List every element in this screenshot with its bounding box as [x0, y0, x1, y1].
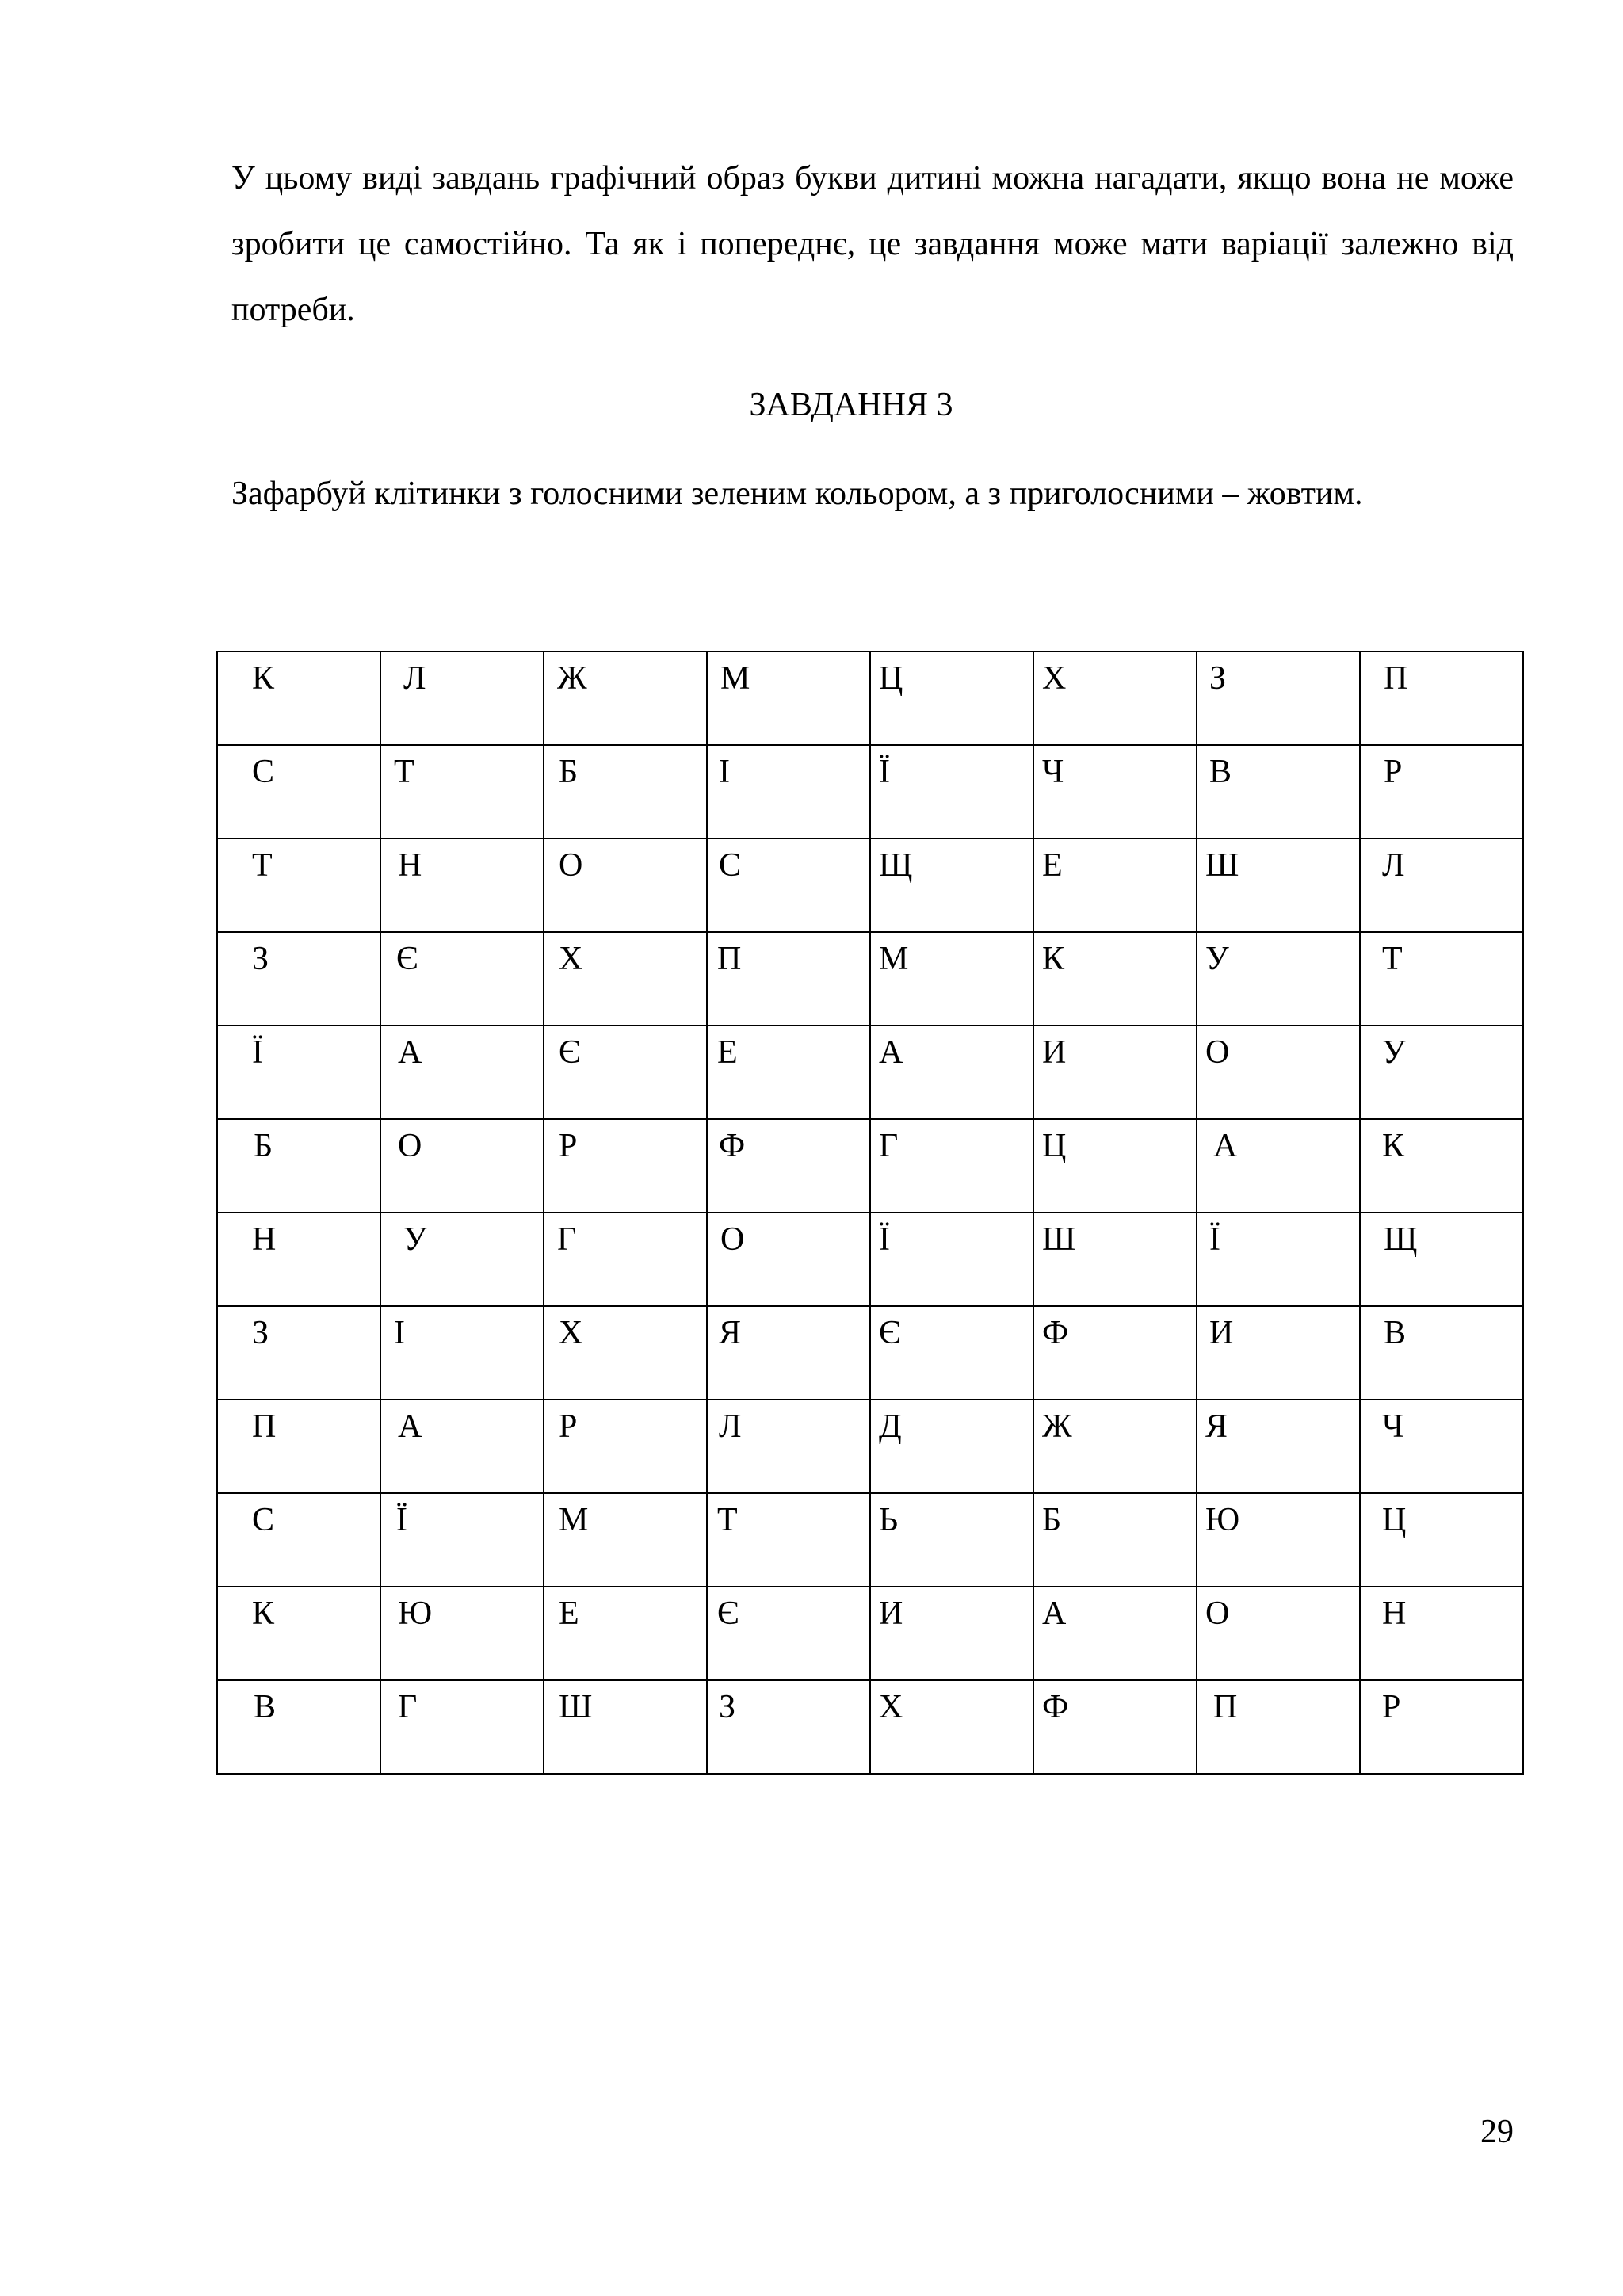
grid-cell [1360, 745, 1523, 839]
grid-cell [1360, 1026, 1523, 1119]
grid-cell [870, 1587, 1033, 1680]
grid-cell [217, 745, 380, 839]
grid-letter: Д [879, 1408, 902, 1445]
grid-cell [870, 1493, 1033, 1587]
grid-letter: Р [1382, 1689, 1401, 1725]
grid-letter: І [394, 1315, 405, 1351]
grid-letter: З [252, 941, 269, 977]
grid-letter: У [403, 1221, 427, 1258]
grid-cell [870, 839, 1033, 932]
grid-letter: О [398, 1128, 422, 1164]
page-number: 29 [1480, 2114, 1514, 2150]
grid-letter: У [1205, 941, 1229, 977]
grid-letter: Ж [1042, 1408, 1072, 1445]
grid-cell [1197, 651, 1360, 745]
grid-row [217, 1493, 1523, 1587]
grid-letter: П [1384, 660, 1408, 697]
grid-cell [1197, 1400, 1360, 1493]
grid-letter: Є [717, 1595, 739, 1632]
grid-cell [707, 1306, 870, 1400]
grid-letter: Б [1042, 1502, 1062, 1538]
grid-row [217, 1400, 1523, 1493]
grid-letter: Г [879, 1128, 899, 1164]
grid-cell [870, 1400, 1033, 1493]
grid-letter: Ф [719, 1128, 746, 1164]
grid-letter: П [1213, 1689, 1238, 1725]
grid-row [217, 1026, 1523, 1119]
grid-cell [217, 1400, 380, 1493]
grid-letter: О [720, 1221, 745, 1258]
grid-letter: Ь [879, 1502, 899, 1538]
grid-cell [380, 1587, 544, 1680]
grid-cell [1033, 1213, 1197, 1306]
grid-cell [870, 1680, 1033, 1774]
grid-cell [870, 1213, 1033, 1306]
grid-cell [544, 651, 707, 745]
grid-cell [1033, 1026, 1197, 1119]
grid-letter: Т [252, 847, 273, 884]
grid-cell [380, 932, 544, 1026]
grid-row [217, 745, 1523, 839]
grid-letter: Р [559, 1128, 578, 1164]
grid-letter: В [1209, 754, 1232, 790]
grid-cell [707, 1026, 870, 1119]
grid-cell [1197, 1587, 1360, 1680]
grid-cell [1033, 1400, 1197, 1493]
grid-letter: К [252, 660, 275, 697]
grid-cell [1360, 1213, 1523, 1306]
grid-letter: О [1205, 1595, 1230, 1632]
grid-row [217, 839, 1523, 932]
grid-letter: І [719, 754, 730, 790]
grid-cell [544, 745, 707, 839]
grid-cell [380, 1400, 544, 1493]
grid-cell [707, 1587, 870, 1680]
grid-letter: Г [557, 1221, 577, 1258]
grid-letter: Б [254, 1128, 273, 1164]
grid-row [217, 1306, 1523, 1400]
grid-letter: К [1382, 1128, 1405, 1164]
grid-row [217, 1680, 1523, 1774]
grid-letter: С [252, 754, 275, 790]
grid-letter: Ю [398, 1595, 433, 1632]
grid-cell [707, 1493, 870, 1587]
grid-cell [1197, 745, 1360, 839]
grid-letter: Е [559, 1595, 579, 1632]
grid-letter: Г [398, 1689, 418, 1725]
grid-letter: П [717, 941, 742, 977]
grid-letter: Ж [557, 660, 587, 697]
grid-letter: Х [1042, 660, 1067, 697]
grid-letter: Н [252, 1221, 277, 1258]
grid-letter: Є [396, 941, 418, 977]
grid-cell [1033, 1680, 1197, 1774]
grid-cell [1360, 1119, 1523, 1213]
grid-cell [217, 1587, 380, 1680]
grid-letter: А [398, 1034, 422, 1071]
grid-letter: Ї [1209, 1221, 1220, 1258]
grid-letter: Ц [1382, 1502, 1407, 1538]
grid-cell [870, 1306, 1033, 1400]
grid-letter: Ї [396, 1502, 407, 1538]
grid-letter: У [1382, 1034, 1406, 1071]
grid-letter: Ї [252, 1034, 263, 1071]
grid-letter: Ф [1042, 1315, 1069, 1351]
grid-cell [1360, 839, 1523, 932]
grid-letter: Є [559, 1034, 581, 1071]
grid-cell [1197, 839, 1360, 932]
grid-cell [380, 651, 544, 745]
grid-letter: Л [1382, 847, 1405, 884]
grid-cell [380, 1119, 544, 1213]
grid-letter: Ф [1042, 1689, 1069, 1725]
grid-cell [380, 745, 544, 839]
grid-letter: Ш [1042, 1221, 1076, 1258]
grid-letter: Б [559, 754, 579, 790]
grid-letter: Ш [1205, 847, 1239, 884]
grid-letter: Т [717, 1502, 738, 1538]
grid-letter: Ц [1042, 1128, 1067, 1164]
grid-cell [707, 1213, 870, 1306]
grid-letter: А [1042, 1595, 1067, 1632]
grid-letter: Ш [559, 1689, 593, 1725]
grid-letter: К [1042, 941, 1065, 977]
grid-cell [1360, 1587, 1523, 1680]
grid-cell [544, 1026, 707, 1119]
grid-cell [380, 839, 544, 932]
grid-row [217, 651, 1523, 745]
grid-letter: Е [717, 1034, 738, 1071]
grid-cell [707, 1400, 870, 1493]
grid-letter: Х [559, 941, 583, 977]
grid-cell [217, 1213, 380, 1306]
grid-letter: П [252, 1408, 277, 1445]
grid-letter: Х [879, 1689, 903, 1725]
grid-letter: Л [719, 1408, 742, 1445]
grid-letter: З [252, 1315, 269, 1351]
letter-grid [216, 651, 1524, 1775]
grid-cell [380, 1306, 544, 1400]
grid-row [217, 1213, 1523, 1306]
grid-cell [217, 651, 380, 745]
grid-cell [707, 839, 870, 932]
grid-letter: Я [719, 1315, 742, 1351]
grid-letter: Т [1382, 941, 1403, 977]
grid-cell [217, 932, 380, 1026]
grid-letter: Ю [1205, 1502, 1240, 1538]
grid-letter: Ц [879, 660, 903, 697]
grid-letter: М [559, 1502, 589, 1538]
grid-cell [217, 839, 380, 932]
grid-cell [870, 1119, 1033, 1213]
grid-letter: З [1209, 660, 1227, 697]
grid-letter: Я [1205, 1408, 1228, 1445]
grid-cell [870, 745, 1033, 839]
grid-cell [1033, 1587, 1197, 1680]
grid-cell [870, 1026, 1033, 1119]
grid-letter: Ї [879, 1221, 890, 1258]
grid-cell [707, 1119, 870, 1213]
grid-letter: Л [403, 660, 426, 697]
grid-cell [1033, 1119, 1197, 1213]
grid-cell [1360, 932, 1523, 1026]
grid-cell [707, 1680, 870, 1774]
grid-row [217, 932, 1523, 1026]
grid-cell [217, 1493, 380, 1587]
grid-cell [380, 1213, 544, 1306]
grid-letter: А [1213, 1128, 1238, 1164]
grid-cell [544, 1119, 707, 1213]
grid-cell [1197, 1493, 1360, 1587]
grid-cell [1197, 1680, 1360, 1774]
grid-letter: О [1205, 1034, 1230, 1071]
grid-cell [544, 1680, 707, 1774]
grid-letter: К [252, 1595, 275, 1632]
grid-letter: О [559, 847, 583, 884]
grid-letter: И [1042, 1034, 1067, 1071]
grid-cell [1197, 1119, 1360, 1213]
grid-letter: И [1209, 1315, 1234, 1351]
grid-letter: В [254, 1689, 277, 1725]
grid-letter: Т [394, 754, 414, 790]
grid-row [217, 1587, 1523, 1680]
grid-letter: Щ [1384, 1221, 1418, 1258]
grid-letter: Н [1382, 1595, 1407, 1632]
grid-cell [1033, 651, 1197, 745]
grid-cell [1033, 839, 1197, 932]
grid-cell [1197, 1026, 1360, 1119]
grid-row [217, 1119, 1523, 1213]
grid-cell [544, 839, 707, 932]
grid-letter: М [879, 941, 909, 977]
grid-cell [1197, 932, 1360, 1026]
grid-cell [707, 651, 870, 745]
grid-letter: Р [1384, 754, 1403, 790]
task-instruction: Зафарбуй клітинки з голосними зеленим кольором, а з приголосними – жовтим. [231, 476, 1363, 512]
grid-cell [707, 745, 870, 839]
grid-letter: И [879, 1595, 903, 1632]
grid-letter: А [398, 1408, 422, 1445]
grid-cell [870, 651, 1033, 745]
grid-letter: С [719, 847, 742, 884]
grid-letter: М [720, 660, 750, 697]
grid-cell [380, 1493, 544, 1587]
grid-cell [544, 1587, 707, 1680]
grid-letter: Е [1042, 847, 1063, 884]
grid-cell [217, 1306, 380, 1400]
grid-letter: В [1384, 1315, 1407, 1351]
grid-cell [1360, 1680, 1523, 1774]
grid-cell [544, 1306, 707, 1400]
grid-letter: З [719, 1689, 736, 1725]
grid-letter: А [879, 1034, 903, 1071]
grid-cell [544, 932, 707, 1026]
intro-paragraph: У цьому виді завдань графічний образ букви дитині можна нагадати, якщо вона не може зробити це самостійно. Та як і попереднє, це завдання може мати варіації залежно від потреби. [231, 160, 1514, 328]
grid-letter: Ч [1042, 754, 1064, 790]
grid-cell [380, 1680, 544, 1774]
grid-cell [544, 1493, 707, 1587]
grid-letter: С [252, 1502, 275, 1538]
grid-letter: Є [879, 1315, 901, 1351]
grid-cell [707, 932, 870, 1026]
grid-cell [1033, 745, 1197, 839]
grid-cell [1197, 1306, 1360, 1400]
grid-cell [380, 1026, 544, 1119]
grid-cell [1033, 1493, 1197, 1587]
grid-cell [1360, 1400, 1523, 1493]
grid-cell [544, 1400, 707, 1493]
grid-cell [544, 1213, 707, 1306]
grid-letter: Ї [879, 754, 890, 790]
grid-cell [1360, 1306, 1523, 1400]
grid-cell [1033, 1306, 1197, 1400]
grid-cell [1360, 1493, 1523, 1587]
task-heading: ЗАВДАННЯ 3 [749, 387, 953, 423]
grid-letter: Р [559, 1408, 578, 1445]
grid-letter: Н [398, 847, 422, 884]
grid-cell [217, 1026, 380, 1119]
grid-letter: Щ [879, 847, 913, 884]
grid-cell [1197, 1213, 1360, 1306]
grid-cell [217, 1119, 380, 1213]
grid-letter: Х [559, 1315, 583, 1351]
grid-cell [1033, 932, 1197, 1026]
grid-letter: Ч [1382, 1408, 1404, 1445]
grid-cell [1360, 651, 1523, 745]
grid-cell [217, 1680, 380, 1774]
grid-cell [870, 932, 1033, 1026]
